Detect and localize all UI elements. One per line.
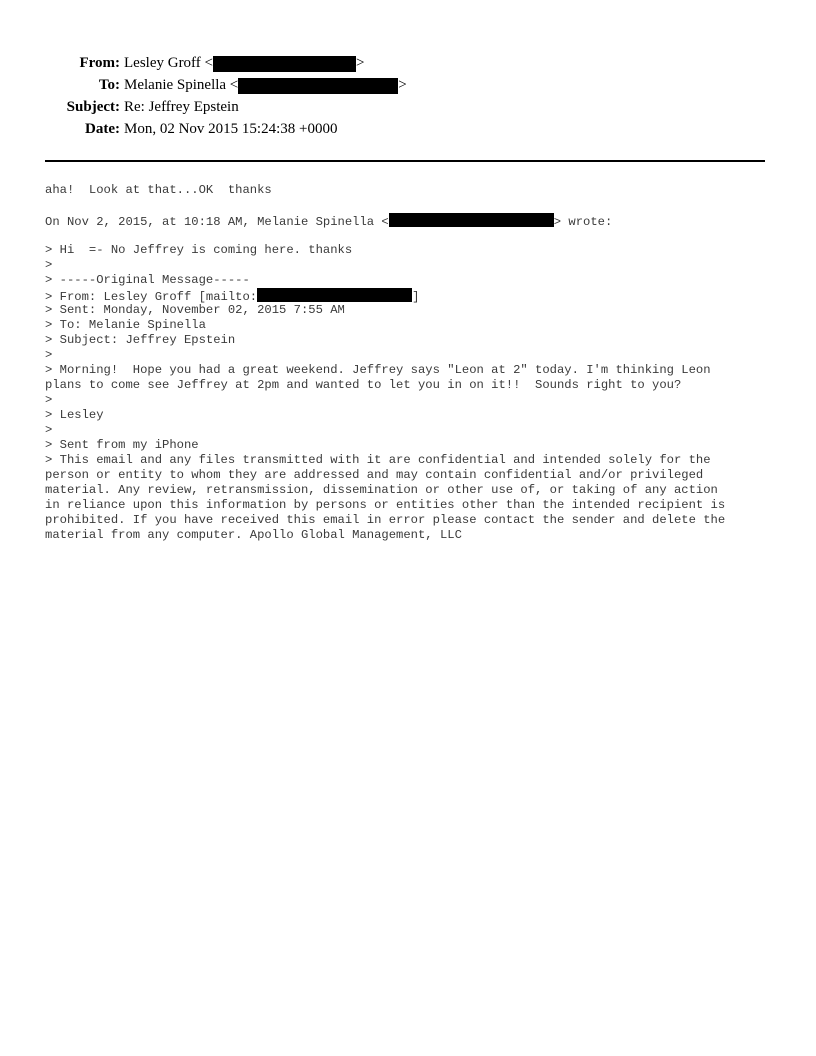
header-divider xyxy=(45,160,765,162)
from-value xyxy=(124,52,364,74)
from-row xyxy=(0,52,816,74)
redaction-box xyxy=(213,56,356,72)
subject-value: Re: Jeffrey Epstein xyxy=(124,99,239,115)
quoted-line: > xyxy=(45,258,53,272)
date-value: Mon, 02 Nov 2015 15:24:38 +0000 xyxy=(124,121,338,137)
date-label: Date: xyxy=(85,121,120,137)
email-header xyxy=(0,52,816,140)
reply-text: aha! Look at that...OK thanks xyxy=(45,183,272,197)
redaction-box xyxy=(389,213,554,227)
attribution-line xyxy=(45,213,785,228)
quoted-line: > Morning! Hope you had a great weekend. Jeffrey says "Leon at 2" today. I'm thinking Leon xyxy=(45,363,711,377)
to-close: > xyxy=(398,77,407,93)
quoted-line: > Sent from my iPhone xyxy=(45,438,199,452)
blank-line xyxy=(45,228,785,243)
from-label: From: xyxy=(79,55,120,71)
date-row xyxy=(0,118,816,140)
quoted-line: > Hi =- No Jeffrey is coming here. thanks xyxy=(45,243,353,257)
blank-line xyxy=(45,198,785,213)
email-body xyxy=(45,183,785,543)
attribution-wrote: > wrote: xyxy=(553,215,613,229)
quoted-line: > Subject: Jeffrey Epstein xyxy=(45,333,236,347)
quoted-line: > -----Original Message----- xyxy=(45,273,250,287)
quoted-from-close: ] xyxy=(412,290,420,304)
to-label: To: xyxy=(98,77,120,93)
redaction-box xyxy=(257,288,412,302)
quoted-from-text: > From: Lesley Groff [mailto: xyxy=(45,290,258,304)
to-name: Melanie Spinella < xyxy=(124,77,239,93)
quoted-line: > xyxy=(45,348,53,362)
quoted-line: > Sent: Monday, November 02, 2015 7:55 AM xyxy=(45,303,345,317)
to-value xyxy=(124,74,407,96)
disclaimer-line: material from any computer. Apollo Global Management, LLC xyxy=(45,528,462,542)
subject-label: Subject: xyxy=(66,99,120,115)
quoted-line: plans to come see Jeffrey at 2pm and wanted to let you in on it!! Sounds right to you? xyxy=(45,378,682,392)
to-row xyxy=(0,74,816,96)
disclaimer-line: > This email and any files transmitted with it are confidential and intended solely for the xyxy=(45,453,711,467)
from-name: Lesley Groff < xyxy=(124,55,213,71)
from-close: > xyxy=(356,55,365,71)
quoted-line: > To: Melanie Spinella xyxy=(45,318,206,332)
quoted-line: > xyxy=(45,393,53,407)
quoted-line: > Lesley xyxy=(45,408,104,422)
disclaimer-line: prohibited. If you have received this email in error please contact the sender and delete the xyxy=(45,513,726,527)
quoted-from-line xyxy=(45,288,785,303)
subject-row xyxy=(0,96,816,118)
quoted-line: > xyxy=(45,423,53,437)
attribution-text: On Nov 2, 2015, at 10:18 AM, Melanie Spinella < xyxy=(45,215,389,229)
redaction-box xyxy=(238,78,398,94)
disclaimer-line: person or entity to whom they are addressed and may contain confidential and/or privileged xyxy=(45,468,704,482)
disclaimer-line: in reliance upon this information by persons or entities other than the intended recipient is xyxy=(45,498,726,512)
disclaimer-line: material. Any review, retransmission, dissemination or other use of, or taking of any action xyxy=(45,483,718,497)
